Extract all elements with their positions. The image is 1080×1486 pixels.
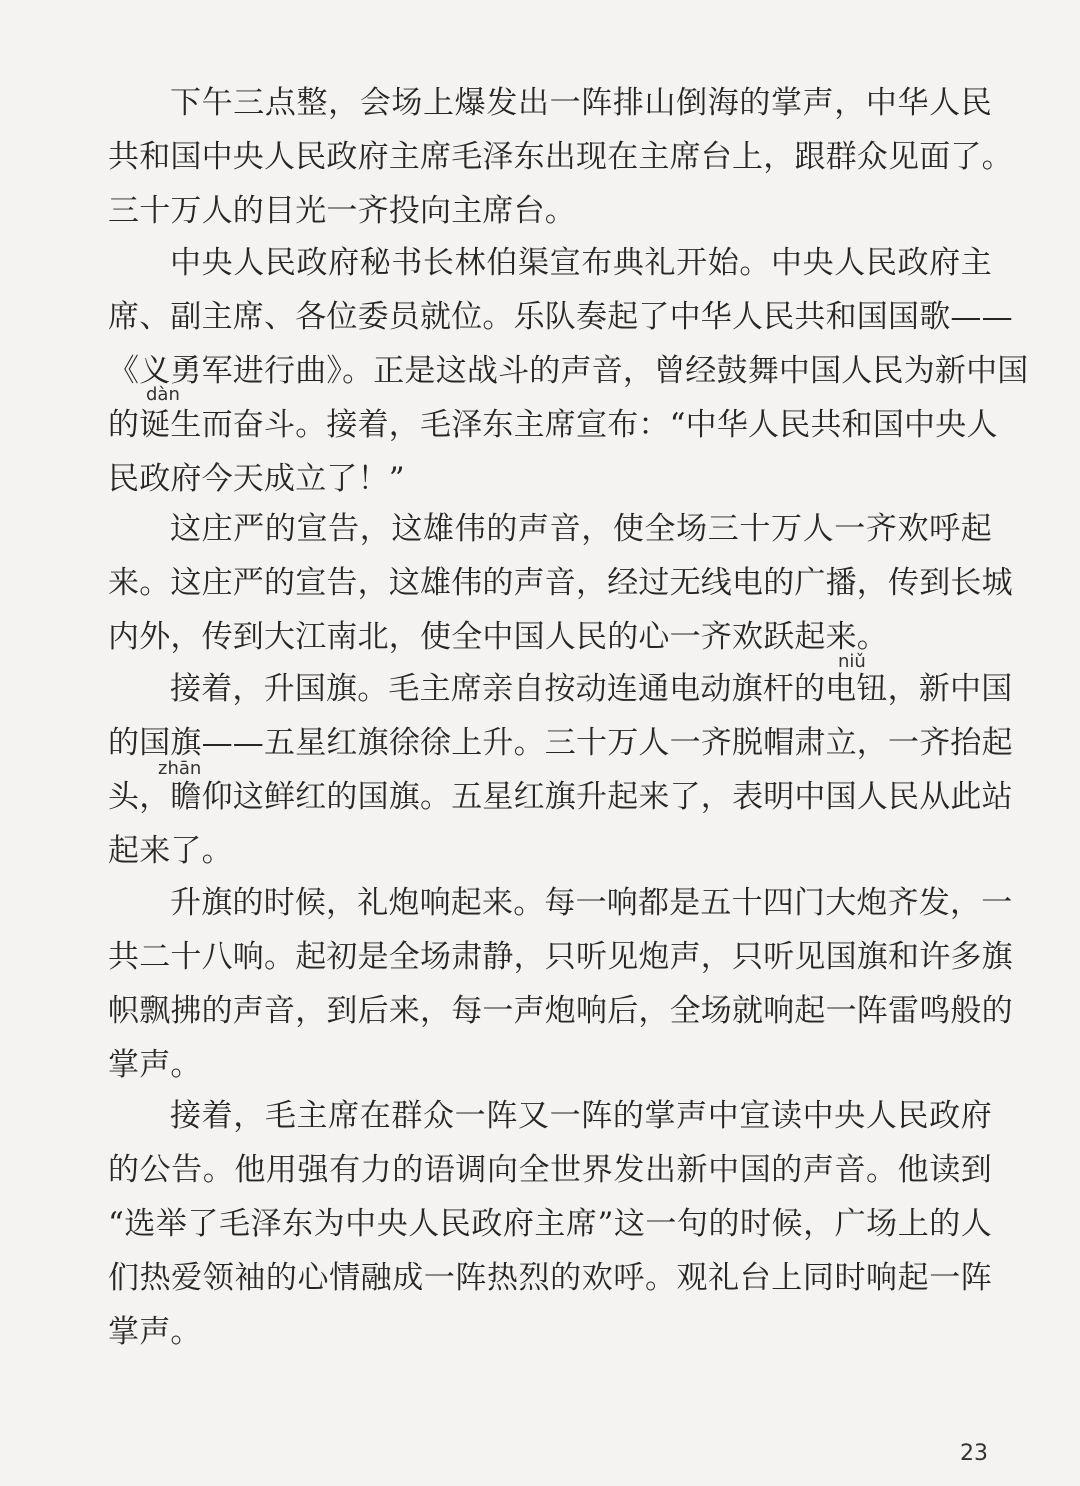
text-line: 的公告。他用强有力的语调向全世界发出新中国的声音。他读到 xyxy=(108,1152,992,1188)
text-line: 席、副主席、各位委员就位。乐队奏起了中华人民共和国国歌—— xyxy=(108,299,1013,335)
text-line: 升旗的时候，礼炮响起来。每一响都是五十四门大炮齐发，一 xyxy=(170,885,1013,921)
paragraph-2 xyxy=(108,236,1029,506)
text-line: 头，瞻仰这鲜红的国旗。五星红旗升起来了，表明中国人民从此站 xyxy=(108,779,1013,815)
paragraph-1 xyxy=(108,76,1013,238)
paragraph-3 xyxy=(108,502,1013,664)
paragraph-5 xyxy=(108,876,1013,1092)
text-line: 三十万人的目光一齐投向主席台。 xyxy=(108,193,576,229)
text-line: 的国旗——五星红旗徐徐上升。三十万人一齐脱帽肃立，一齐抬起 xyxy=(108,725,1013,761)
paragraph-4 xyxy=(108,662,1013,878)
text-line: 的诞生而奋斗。接着，毛泽东主席宣布：“中华人民共和国中央人 xyxy=(108,407,998,443)
text-line: “选举了毛泽东为中央人民政府主席”这一句的时候，广场上的人 xyxy=(108,1206,992,1242)
paragraph-6 xyxy=(108,1089,992,1359)
text-line: 接着，升国旗。毛主席亲自按动连通电动旗杆的电钮，新中国 xyxy=(170,671,1013,707)
text-line: 中央人民政府秘书长林伯渠宣布典礼开始。中央人民政府主 xyxy=(170,245,992,281)
text-line: 共和国中央人民政府主席毛泽东出现在主席台上，跟群众见面了。 xyxy=(108,139,1013,175)
text-line: 这庄严的宣告，这雄伟的声音，使全场三十万人一齐欢呼起 xyxy=(170,511,992,547)
text-line: 共二十八响。起初是全场肃静，只听见炮声，只听见国旗和许多旗 xyxy=(108,939,1013,975)
pinyin-annotation-zhan: zhān xyxy=(158,758,202,779)
text-line: 接着，毛主席在群众一阵又一阵的掌声中宣读中央人民政府 xyxy=(170,1098,992,1134)
page-number: 23 xyxy=(960,1441,988,1466)
pinyin-annotation-dan: dàn xyxy=(146,384,180,405)
text-line: 来。这庄严的宣告，这雄伟的声音，经过无线电的广播，传到长城 xyxy=(108,565,1013,601)
text-line: 帜飘拂的声音，到后来，每一声炮响后，全场就响起一阵雷鸣般的 xyxy=(108,993,1013,1029)
text-line: 民政府今天成立了！” xyxy=(108,461,405,497)
text-line: 内外，传到大江南北，使全中国人民的心一齐欢跃起来。 xyxy=(108,619,888,655)
text-line: 起来了。 xyxy=(108,833,233,869)
text-line: 下午三点整，会场上爆发出一阵排山倒海的掌声，中华人民 xyxy=(170,85,992,121)
text-line: 《义勇军进行曲》。正是这战斗的声音，曾经鼓舞中国人民为新中国 xyxy=(108,353,1029,389)
text-line: 掌声。 xyxy=(108,1314,202,1350)
pinyin-annotation-niu: niǔ xyxy=(838,651,866,672)
text-line: 掌声。 xyxy=(108,1047,202,1083)
text-line: 们热爱领袖的心情融成一阵热烈的欢呼。观礼台上同时响起一阵 xyxy=(108,1260,992,1296)
